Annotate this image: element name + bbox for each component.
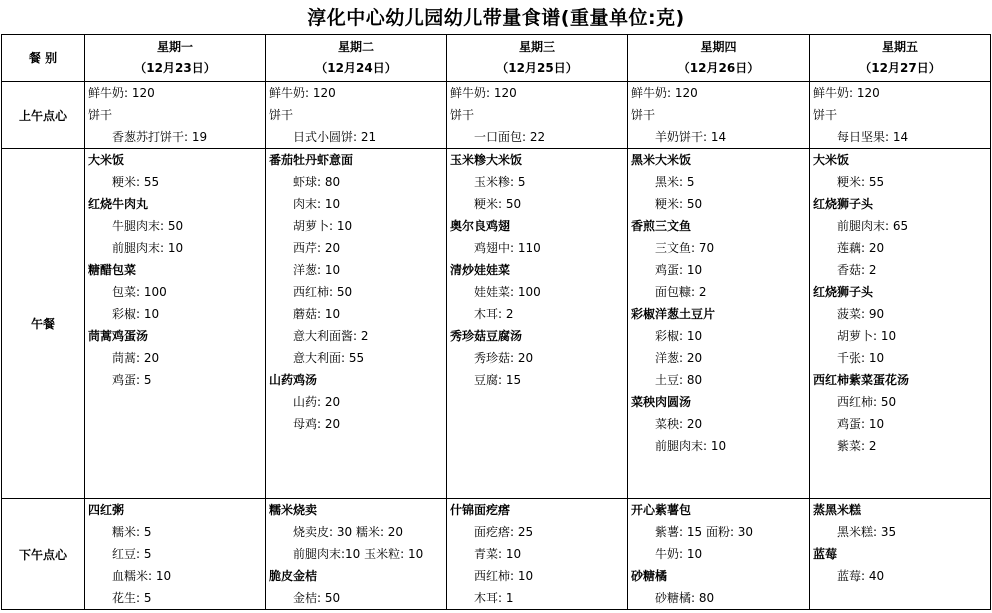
menu-item: 血糯米: 10 [112, 569, 172, 583]
menu-cell-mon [85, 82, 266, 149]
menu-item: 饼干 [269, 108, 294, 122]
menu-item: 意大利面: 55 [293, 351, 365, 365]
menu-item: 糯米: 5 [112, 525, 152, 539]
menu-item: 母鸡: 20 [293, 417, 341, 431]
menu-cell-wed [447, 82, 628, 149]
menu-item: 莲藕: 20 [837, 241, 885, 255]
menu-item: 鲜牛奶: 120 [450, 86, 517, 100]
menu-item: 西红柿: 50 [837, 395, 897, 409]
menu-item: 玉米糁: 5 [474, 175, 526, 189]
dish-name: 什锦面疙瘩 [450, 503, 511, 517]
menu-item: 粳米: 50 [655, 197, 703, 211]
menu-item: 香菇: 2 [837, 263, 877, 277]
menu-item: 牛奶: 10 [655, 547, 703, 561]
menu-item: 木耳: 2 [474, 307, 514, 321]
menu-item: 紫薯: 15 面粉: 30 [655, 525, 754, 539]
menu-item: 粳米: 55 [112, 175, 160, 189]
dish-name: 山药鸡汤 [269, 373, 318, 387]
day-name: 星期四 [700, 40, 737, 54]
dish-name: 香煎三文鱼 [631, 219, 692, 233]
menu-item: 金桔: 50 [293, 591, 341, 605]
menu-item: 花生: 5 [112, 591, 152, 605]
menu-item: 秀珍菇: 20 [474, 351, 534, 365]
menu-cell-fri [810, 499, 991, 610]
menu-item: 羊奶饼干: 14 [655, 130, 727, 144]
menu-cell-tue [266, 82, 447, 149]
menu-item: 鲜牛奶: 120 [269, 86, 336, 100]
dish-name: 红烧牛肉丸 [88, 197, 149, 211]
menu-item: 肉末: 10 [293, 197, 341, 211]
meal-row [2, 499, 991, 610]
menu-item: 西芹: 20 [293, 241, 341, 255]
menu-item: 饼干 [450, 108, 475, 122]
menu-cell-fri [810, 82, 991, 149]
menu-cell-wed [447, 149, 628, 499]
meal-label: 下午点心 [2, 499, 85, 610]
menu-item: 黑米: 5 [655, 175, 695, 189]
menu-item: 洋葱: 10 [293, 263, 341, 277]
menu-item: 红豆: 5 [112, 547, 152, 561]
menu-item: 鲜牛奶: 120 [88, 86, 155, 100]
menu-item: 鸡蛋: 10 [655, 263, 703, 277]
menu-item: 菠菜: 90 [837, 307, 885, 321]
menu-item: 面疙瘩: 25 [474, 525, 534, 539]
dish-name: 砂糖橘 [631, 569, 668, 583]
menu-item: 鲜牛奶: 120 [813, 86, 880, 100]
dish-name: 蓝莓 [813, 547, 838, 561]
day-name: 星期二 [337, 40, 374, 54]
menu-item: 牛腿肉末: 50 [112, 219, 184, 233]
meal-label: 午餐 [2, 149, 85, 499]
meal-row [2, 149, 991, 499]
menu-item: 饼干 [88, 108, 113, 122]
menu-item: 黑米糕: 35 [837, 525, 897, 539]
day-date: （12月23日） [134, 61, 216, 75]
dish-name: 清炒娃娃菜 [450, 263, 511, 277]
meal-label: 上午点心 [2, 82, 85, 149]
menu-item: 前腿肉末: 10 [112, 241, 184, 255]
menu-item: 娃娃菜: 100 [474, 285, 541, 299]
menu-cell-tue [266, 149, 447, 499]
day-header-tue [266, 35, 447, 82]
meal-column-header [2, 35, 85, 82]
menu-cell-thu [628, 499, 810, 610]
menu-item: 鲜牛奶: 120 [631, 86, 698, 100]
menu-item: 虾球: 80 [293, 175, 341, 189]
menu-item: 蘑菇: 10 [293, 307, 341, 321]
day-name: 星期三 [518, 40, 555, 54]
dish-name: 开心紫薯包 [631, 503, 692, 517]
dish-name: 脆皮金桔 [269, 569, 318, 583]
dish-name: 黑米大米饭 [631, 153, 692, 167]
dish-name: 四红粥 [88, 503, 125, 517]
header-row [2, 35, 991, 82]
menu-item: 粳米: 55 [837, 175, 885, 189]
menu-item: 每日坚果: 14 [837, 130, 909, 144]
dish-name: 西红柿紫菜蛋花汤 [813, 373, 910, 387]
menu-item: 日式小圆饼: 21 [293, 130, 377, 144]
dish-name: 蒸黑米糕 [813, 503, 862, 517]
menu-item: 茼蒿: 20 [112, 351, 160, 365]
dish-name: 大米饭 [88, 153, 125, 167]
meal-column-label: 餐 别 [28, 50, 58, 65]
day-date: （12月26日） [677, 61, 760, 75]
menu-table [1, 34, 991, 610]
menu-cell-mon [85, 149, 266, 499]
menu-item: 前腿肉末: 10 [655, 439, 727, 453]
dish-name: 菜秧肉圆汤 [631, 395, 692, 409]
dish-name: 糯米烧卖 [269, 503, 318, 517]
day-name: 星期五 [881, 40, 918, 54]
day-date: （12月24日） [315, 61, 397, 75]
day-date: （12月25日） [496, 61, 578, 75]
dish-name: 秀珍菇豆腐汤 [450, 329, 523, 343]
menu-item: 一口面包: 22 [474, 130, 546, 144]
menu-item: 烧卖皮: 30 糯米: 20 [293, 525, 404, 539]
day-date: （12月27日） [859, 61, 941, 75]
menu-item: 彩椒: 10 [112, 307, 160, 321]
menu-item: 菜秧: 20 [655, 417, 703, 431]
menu-item: 紫菜: 2 [837, 439, 877, 453]
dish-name: 奥尔良鸡翅 [450, 219, 511, 233]
menu-item: 木耳: 1 [474, 591, 514, 605]
menu-item: 豆腐: 15 [474, 373, 522, 387]
menu-item: 鸡蛋: 5 [112, 373, 152, 387]
menu-item: 西红柿: 50 [293, 285, 353, 299]
dish-name: 红烧狮子头 [813, 197, 874, 211]
menu-item: 意大利面酱: 2 [293, 329, 369, 343]
menu-item: 洋葱: 20 [655, 351, 703, 365]
menu-item: 包菜: 100 [112, 285, 167, 299]
menu-cell-fri [810, 149, 991, 499]
menu-item: 土豆: 80 [655, 373, 703, 387]
menu-item: 粳米: 50 [474, 197, 522, 211]
dish-name: 大米饭 [813, 153, 850, 167]
dish-name: 彩椒洋葱土豆片 [631, 307, 716, 321]
menu-cell-wed [447, 499, 628, 610]
dish-name: 茼蒿鸡蛋汤 [88, 329, 149, 343]
menu-item: 彩椒: 10 [655, 329, 703, 343]
menu-item: 西红柿: 10 [474, 569, 534, 583]
menu-item: 青菜: 10 [474, 547, 522, 561]
day-header-thu [628, 35, 810, 82]
dish-name: 红烧狮子头 [813, 285, 874, 299]
meal-row [2, 82, 991, 149]
menu-cell-thu [628, 82, 810, 149]
menu-item: 前腿肉末: 65 [837, 219, 909, 233]
menu-item: 鸡翅中: 110 [474, 241, 541, 255]
menu-item: 饼干 [631, 108, 656, 122]
menu-item: 饼干 [813, 108, 838, 122]
menu-item: 三文鱼: 70 [655, 241, 715, 255]
menu-item: 香葱苏打饼干: 19 [112, 130, 208, 144]
dish-name: 番茄牡丹虾意面 [269, 153, 354, 167]
day-header-wed [447, 35, 628, 82]
menu-item: 胡萝卜: 10 [293, 219, 353, 233]
dish-name: 玉米糁大米饭 [450, 153, 523, 167]
page-title: 淳化中心幼儿园幼儿带量食谱(重量单位:克) [307, 7, 685, 29]
day-name: 星期一 [156, 40, 193, 54]
menu-item: 蓝莓: 40 [837, 569, 885, 583]
menu-cell-mon [85, 499, 266, 610]
day-header-fri [810, 35, 991, 82]
menu-cell-thu [628, 149, 810, 499]
menu-item: 山药: 20 [293, 395, 341, 409]
menu-item: 砂糖橘: 80 [655, 591, 715, 605]
menu-item: 胡萝卜: 10 [837, 329, 897, 343]
day-header-mon [85, 35, 266, 82]
menu-item: 千张: 10 [837, 351, 885, 365]
menu-cell-tue [266, 499, 447, 610]
menu-item: 鸡蛋: 10 [837, 417, 885, 431]
menu-item: 面包糠: 2 [655, 285, 707, 299]
menu-item: 前腿肉末:10 玉米粒: 10 [293, 547, 424, 561]
dish-name: 糖醋包菜 [88, 263, 137, 277]
